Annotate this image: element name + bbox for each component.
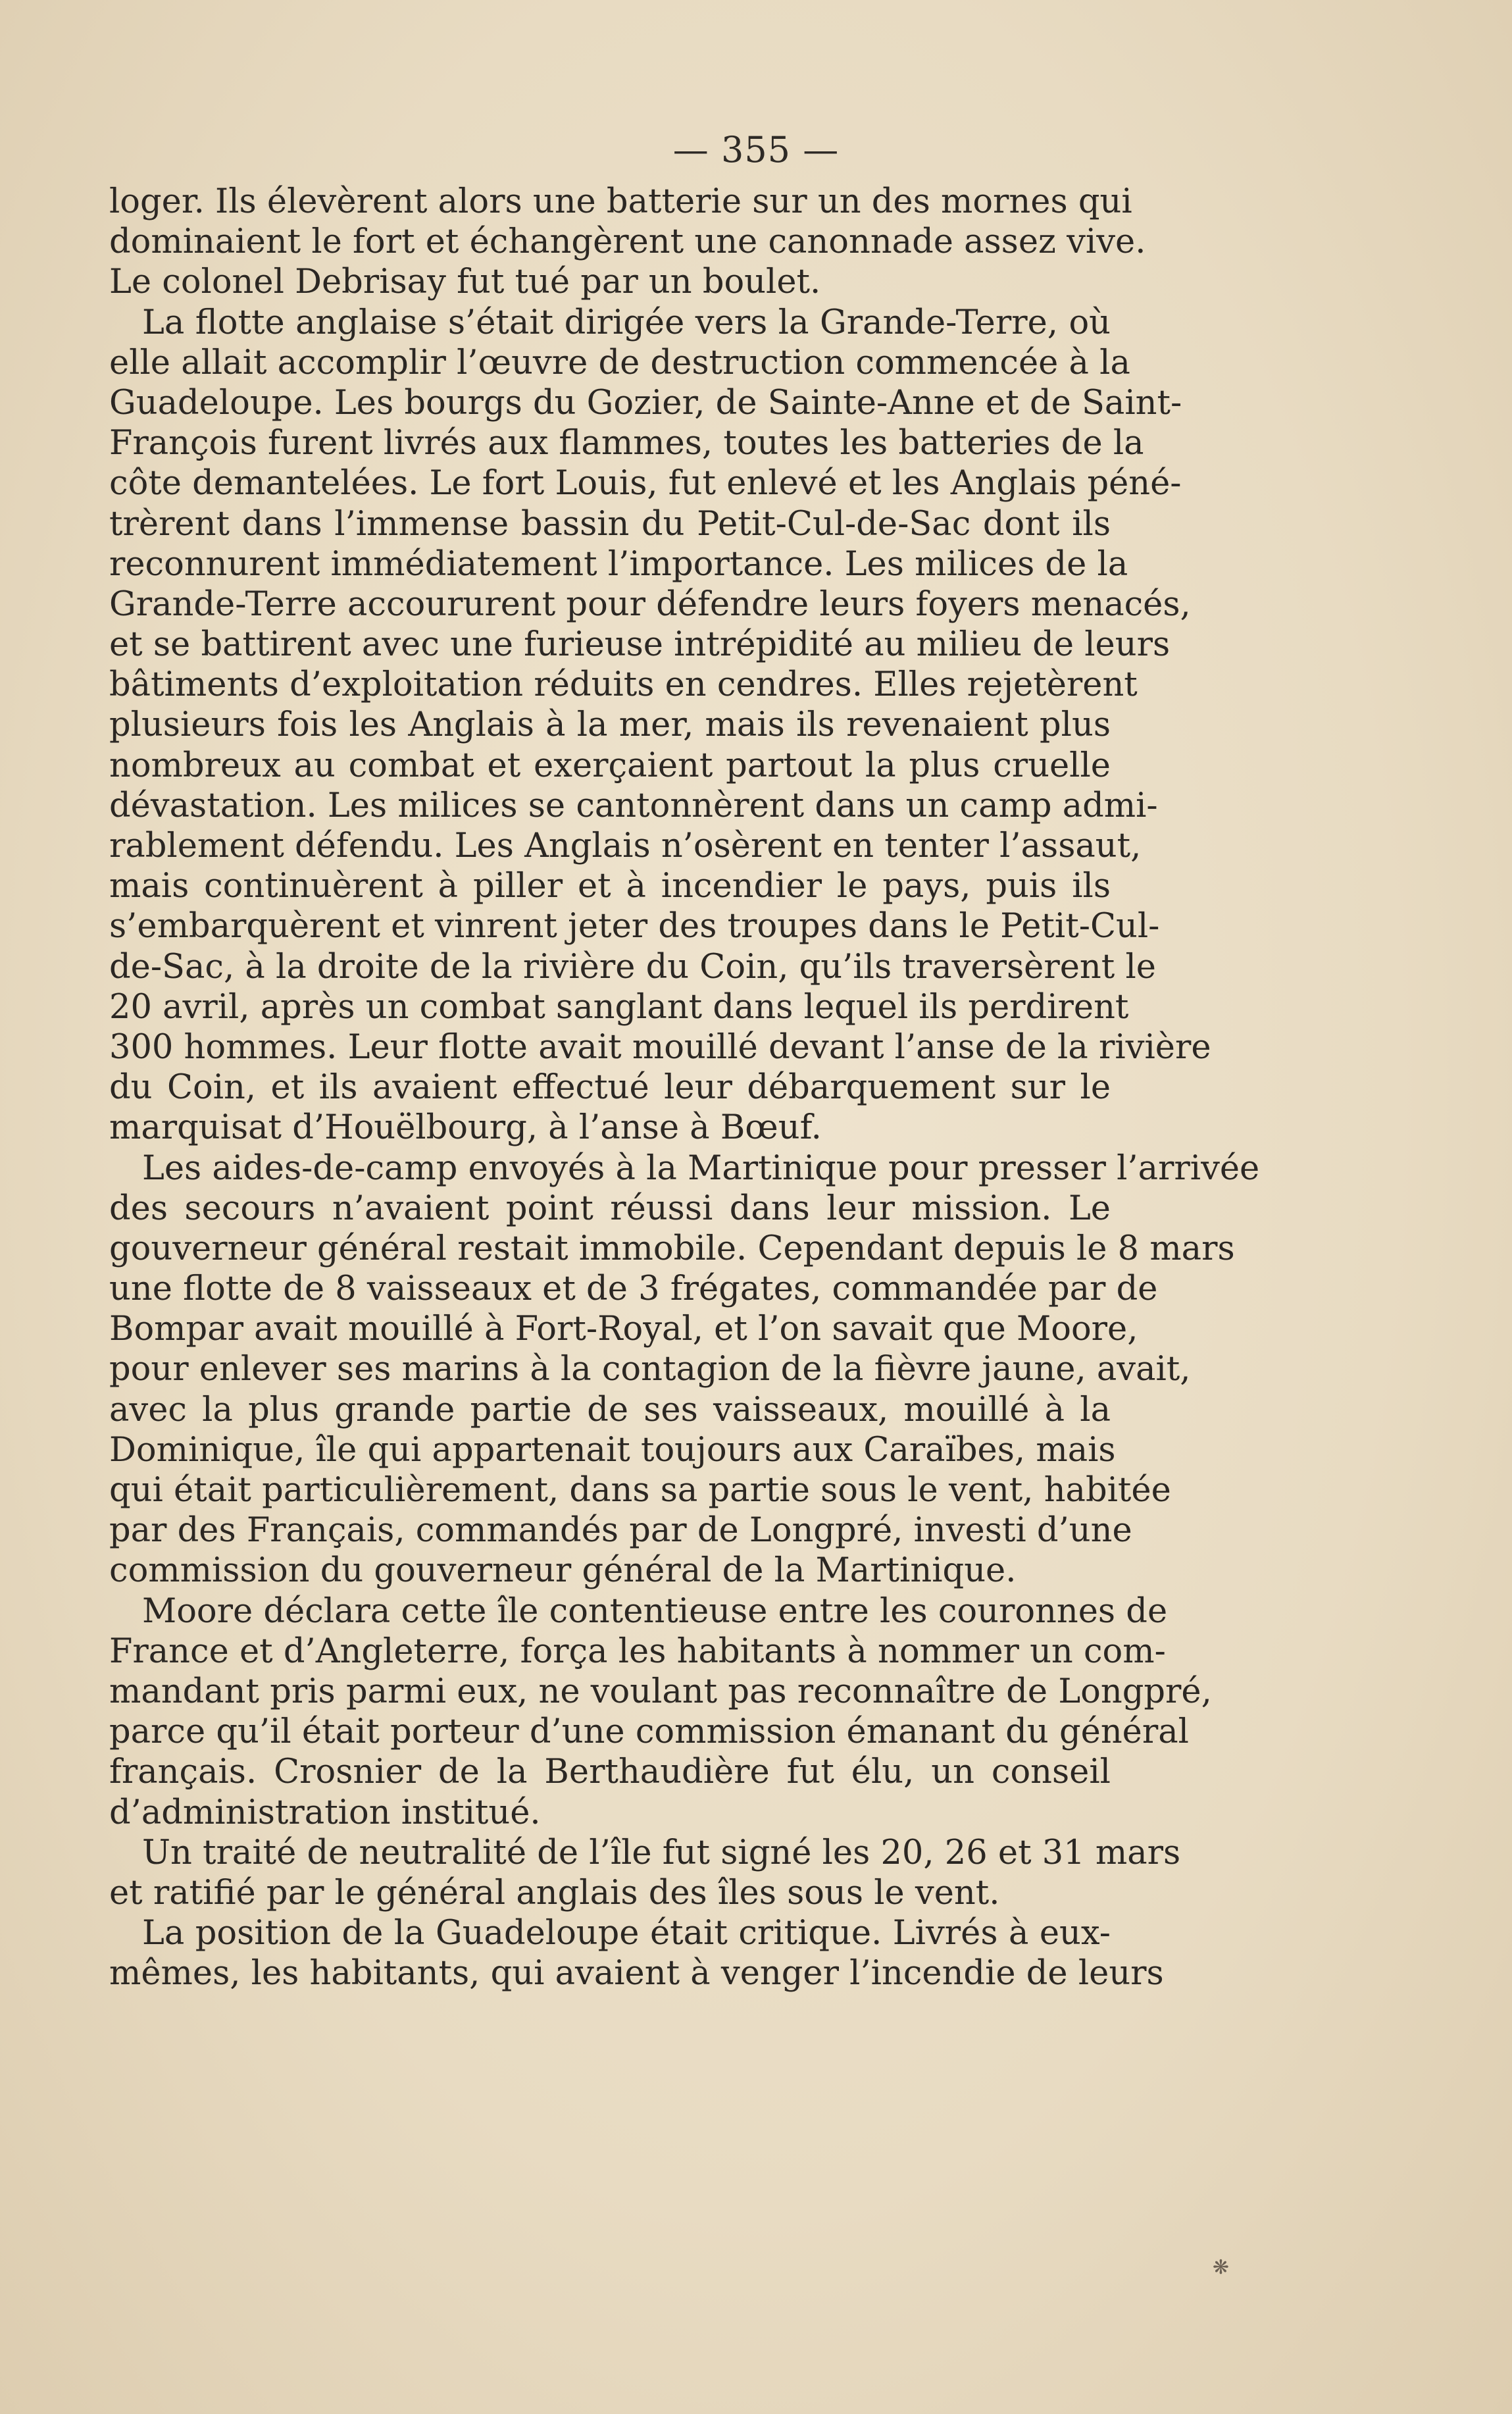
text-line: côte demantelées. Le fort Louis, fut enlevé et les Anglais péné- <box>109 464 1182 503</box>
text-line: par des Français, commandés par de Longpré, investi d’une <box>109 1511 1132 1551</box>
text-line: François furent livrés aux flammes, toutes les batteries de la <box>109 424 1144 463</box>
text-line: Moore déclara cette île contentieuse entre les couronnes de <box>142 1591 1168 1631</box>
text-line: Guadeloupe. Les bourgs du Gozier, de Sainte-Anne et de Saint- <box>109 383 1182 423</box>
text-line: qui était particulièrement, dans sa partie sous le vent, habitée <box>109 1471 1171 1510</box>
text-line: Grande-Terre accoururent pour défendre leurs foyers menacés, <box>109 584 1191 624</box>
text-line: une flotte de 8 vaisseaux et de 3 frégates, commandée par de <box>109 1270 1158 1309</box>
text-line: d’administration institué. <box>109 1793 541 1832</box>
text-line: et se battirent avec une furieuse intrépidité au milieu de leurs <box>109 625 1171 665</box>
body-text <box>109 182 1260 1993</box>
text-line: trèrent dans l’immense bassin du Petit-Cul-de-Sac dont ils <box>109 504 1111 544</box>
text-line: mandant pris parmi eux, ne voulant pas reconnaître de Longpré, <box>109 1672 1212 1711</box>
text-line: plusieurs fois les Anglais à la mer, mais ils revenaient plus <box>109 706 1111 745</box>
text-line: bâtiments d’exploitation réduits en cendres. Elles rejetèrent <box>109 665 1138 705</box>
text-line: La position de la Guadeloupe était critique. Livrés à eux- <box>142 1914 1111 1953</box>
text-line: mêmes, les habitants, qui avaient à venger l’incendie de leurs <box>109 1954 1164 1993</box>
text-line: 20 avril, après un combat sanglant dans lequel ils perdirent <box>109 987 1129 1027</box>
text-line: français. Crosnier de la Berthaudière fut élu, un conseil <box>109 1753 1111 1792</box>
ink-smudge: ❋ <box>1212 2256 1229 2279</box>
text-line: avec la plus grande partie de ses vaisseaux, mouillé à la <box>109 1390 1111 1429</box>
text-line: dominaient le fort et échangèrent une canonnade assez vive. <box>109 222 1146 262</box>
text-line: elle allait accomplir l’œuvre de destruction commencée à la <box>109 343 1130 382</box>
text-line: France et d’Angleterre, força les habitants à nommer un com- <box>109 1631 1166 1671</box>
text-line: commission du gouverneur général de la Martinique. <box>109 1551 1017 1591</box>
text-line: pour enlever ses marins à la contagion de la fièvre jaune, avait, <box>109 1350 1191 1389</box>
text-line: nombreux au combat et exerçaient partout la plus cruelle <box>109 746 1111 785</box>
page-number: — 355 — <box>672 129 840 170</box>
text-line: 300 hommes. Leur flotte avait mouillé devant l’anse de la rivière <box>109 1027 1211 1067</box>
text-line: mais continuèrent à piller et à incendier le pays, puis ils <box>109 867 1111 906</box>
text-line: et ratifié par le général anglais des îles sous le vent. <box>109 1873 1000 1913</box>
text-line: Le colonel Debrisay fut tué par un boulet. <box>109 263 821 302</box>
text-line: marquisat d’Houëlbourg, à l’anse à Bœuf. <box>109 1108 822 1148</box>
text-line: Bompar avait mouillé à Fort-Royal, et l’on savait que Moore, <box>109 1310 1138 1349</box>
text-line: des secours n’avaient point réussi dans leur mission. Le <box>109 1189 1111 1228</box>
text-line: Un traité de neutralité de l’île fut signé les 20, 26 et 31 mars <box>142 1833 1181 1872</box>
text-line: Dominique, île qui appartenait toujours aux Caraïbes, mais <box>109 1430 1116 1470</box>
text-line: de-Sac, à la droite de la rivière du Coin, qu’ils traversèrent le <box>109 947 1156 987</box>
text-line: Les aides-de-camp envoyés à la Martinique pour presser l’arrivée <box>142 1148 1260 1188</box>
text-line: parce qu’il était porteur d’une commission émanant du général <box>109 1712 1189 1752</box>
text-line: s’embarquèrent et vinrent jeter des troupes dans le Petit-Cul- <box>109 907 1160 946</box>
text-line: loger. Ils élevèrent alors une batterie sur un des mornes qui <box>109 182 1132 221</box>
text-line: La flotte anglaise s’était dirigée vers la Grande-Terre, où <box>142 303 1111 342</box>
text-line: reconnurent immédiatement l’importance. Les milices de la <box>109 544 1128 584</box>
text-line: du Coin, et ils avaient effectué leur débarquement sur le <box>109 1068 1111 1108</box>
text-line: rablement défendu. Les Anglais n’osèrent en tenter l’assaut, <box>109 827 1142 865</box>
text-line: gouverneur général restait immobile. Cependant depuis le 8 mars <box>109 1229 1235 1268</box>
text-line: dévastation. Les milices se cantonnèrent dans un camp admi- <box>109 786 1158 825</box>
